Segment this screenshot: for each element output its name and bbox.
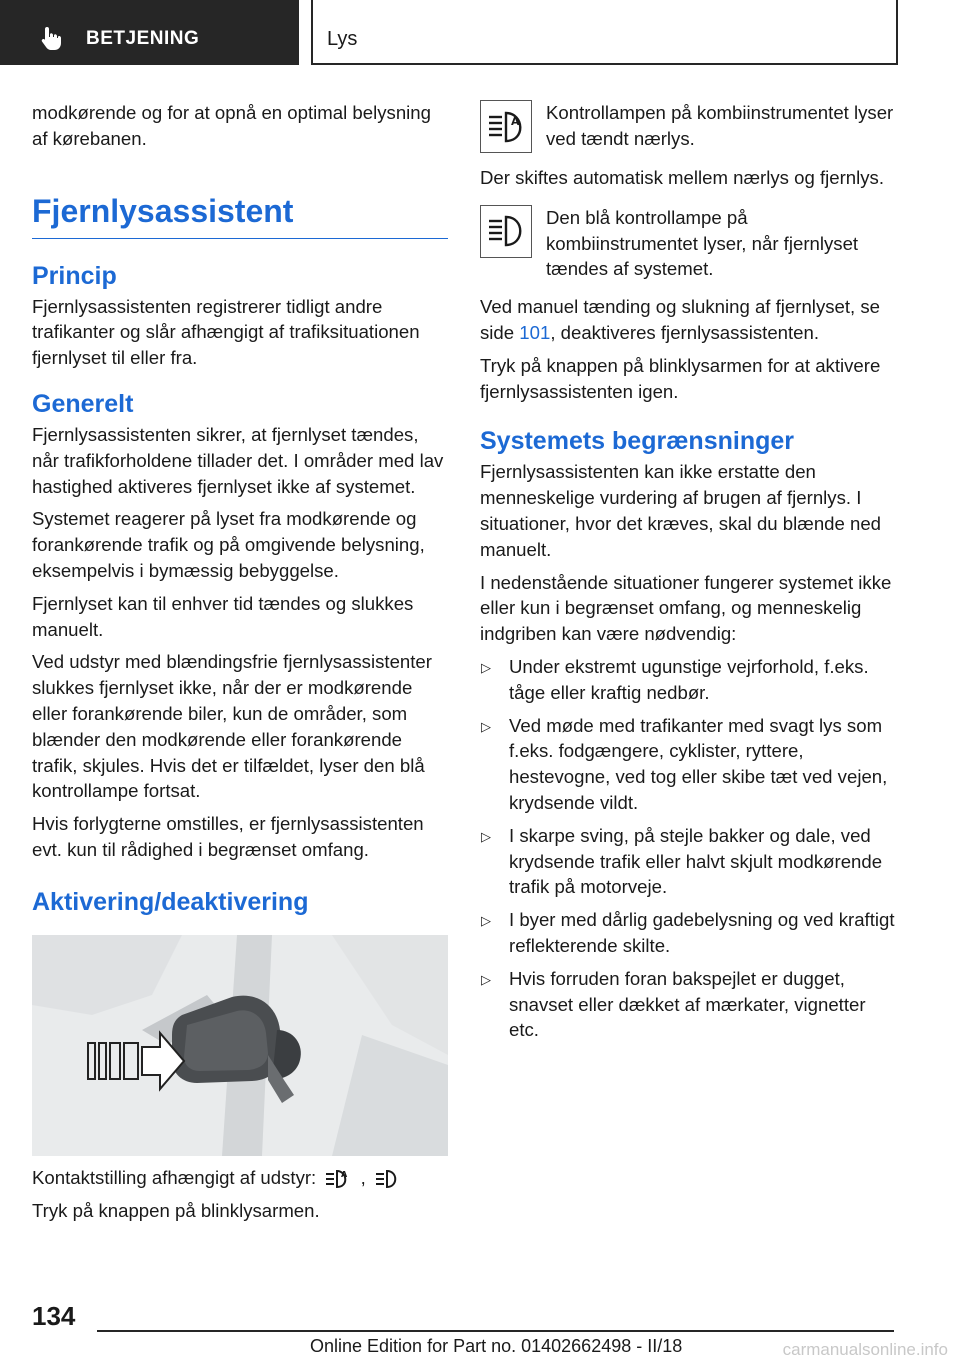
princip-text: Fjernlysassistenten registrerer tidligt andre trafikanter og slår afhængigt af trafiksituationen fjernlyset til eller fra.	[32, 295, 420, 369]
lamp2-text: Den blå kontrollampe på kombiinstrumentet lyser, når fjernlyset tændes af systemet.	[546, 206, 859, 280]
manual-text	[480, 294, 898, 346]
auto-high-beam-icon	[325, 1167, 351, 1191]
bullet-triangle-icon: ▷	[481, 971, 491, 987]
left-column	[32, 100, 448, 1231]
kontakt-text	[32, 1165, 448, 1191]
footer-divider	[97, 1330, 894, 1332]
bullet-triangle-icon: ▷	[481, 659, 491, 675]
list-item: ▷ Hvis forruden foran bakspejlet er dugget, snavset eller dækket af mærkater, vignetter etc.	[481, 967, 866, 1041]
lamp1-text: Kontrollampen på kombiinstrumentet lyser ved tændt nærlys.	[546, 102, 894, 149]
turn-signal-stalk-illustration	[32, 935, 448, 1156]
lamp-row-auto	[480, 100, 898, 153]
intro-text: modkørende og for at opnå en optimal belysning af kørebanen.	[32, 102, 431, 149]
watermark: carmanualsonline.info	[782, 1340, 948, 1359]
stalk-drawing	[32, 935, 448, 1156]
kontakt-label: Kontaktstilling afhængigt af udstyr:	[32, 1166, 317, 1188]
switch-text: Der skiftes automatisk mellem nærlys og fjernlys.	[480, 167, 885, 188]
page-title: Fjernlysassistent	[32, 192, 448, 239]
manual-suffix: , deaktiveres fjernlysassistenten.	[550, 321, 820, 343]
limits-paragraph-1: Fjernlysassistenten kan ikke erstatte den menneskelige vurdering af brugen af fjernlys. I situationer, hvor det kræves, skal du blænde ned manuelt.	[480, 461, 882, 560]
high-beam-icon	[375, 1167, 401, 1191]
generelt-heading: Generelt	[32, 389, 134, 418]
reactivate-text: Tryk på knappen på blinklysarmen for at aktivere fjernlysassistenten igen.	[480, 354, 881, 402]
svg-text:A: A	[511, 114, 520, 128]
page-number: 134	[32, 1301, 76, 1331]
bullet-triangle-icon: ▷	[481, 913, 491, 929]
section-label: BETJENING	[86, 28, 200, 49]
tryk-text: Tryk på knappen på blinklysarmen.	[32, 1199, 320, 1221]
list-item: ▷ Ved møde med trafikanter med svagt lys som f.eks. fodgængere, cyklister, ryttere, hestevogne, ved tog eller skibe tæt ved vejen, krydsende vildt.	[481, 714, 888, 813]
hand-pointer-icon	[38, 24, 66, 52]
list-item: ▷ Under ekstremt ugunstige vejrforhold, f.eks. tåge eller kraftig nedbør.	[481, 655, 869, 703]
section-tab	[0, 0, 299, 65]
generelt-paragraph-2: Systemet reagerer på lyset fra modkørende og forankørende trafik og på omgivende belysning, eksempelvis i bymæssig bebyggelse.	[32, 508, 425, 581]
generelt-paragraph-3: Fjernlyset kan til enhver tid tændes og slukkes manuelt.	[32, 592, 414, 640]
limits-paragraph-2: I nedenstående situationer fungerer systemet ikke eller kun i begrænset omfang, og menneskelig indgriben kan være nødvendig:	[480, 571, 892, 645]
auto-high-beam-indicator-icon	[480, 100, 532, 153]
aktivering-heading: Aktivering/deaktivering	[32, 887, 309, 916]
manual-prefix: Ved manuel tænding og slukning af fjernlyset, se side	[480, 296, 881, 343]
lamp-row-high	[480, 205, 898, 282]
right-column	[480, 100, 898, 1050]
chapter-label: Lys	[327, 28, 358, 50]
list-item: ▷ I skarpe sving, på stejle bakker og dale, ved krydsende trafik eller halvt skjult modkørende trafik på motorveje.	[481, 824, 883, 898]
list-item: ▷ I byer med dårlig gadebelysning og ved kraftigt reflekterende skilte.	[481, 909, 895, 956]
limits-heading: Systemets begrænsninger	[480, 427, 794, 456]
generelt-paragraph-5: Hvis forlygterne omstilles, er fjernlysassistenten evt. kun til rådighed i begrænset omfang.	[32, 813, 424, 860]
high-beam-indicator-icon	[480, 205, 532, 258]
edition-text: Online Edition for Part no. 01402662498 - II/18	[310, 1336, 683, 1356]
princip-heading: Princip	[32, 261, 117, 290]
svg-text:A: A	[341, 1169, 348, 1179]
chapter-tab	[311, 0, 898, 65]
kontakt-separator: ,	[360, 1166, 366, 1188]
generelt-paragraph-1: Fjernlysassistenten sikrer, at fjernlyset tændes, når trafikforholdene tillader det. I områder med lav hastighed aktiveres fjernlyset ikke af systemet.	[32, 423, 444, 497]
bullet-triangle-icon: ▷	[481, 828, 491, 844]
page-reference-link[interactable]: 101	[519, 321, 551, 343]
limits-list	[480, 654, 898, 1043]
bullet-triangle-icon: ▷	[481, 718, 491, 734]
generelt-paragraph-4: Ved udstyr med blændingsfrie fjernlysassistenter slukkes fjernlyset ikke, når der er modkørende eller forankørende biler, kun de områder, som blænder den modkørende eller forankørende trafik, skjules. Hvis det er tilfældet, lyser den blå kontrollampe fortsat.	[32, 651, 432, 802]
